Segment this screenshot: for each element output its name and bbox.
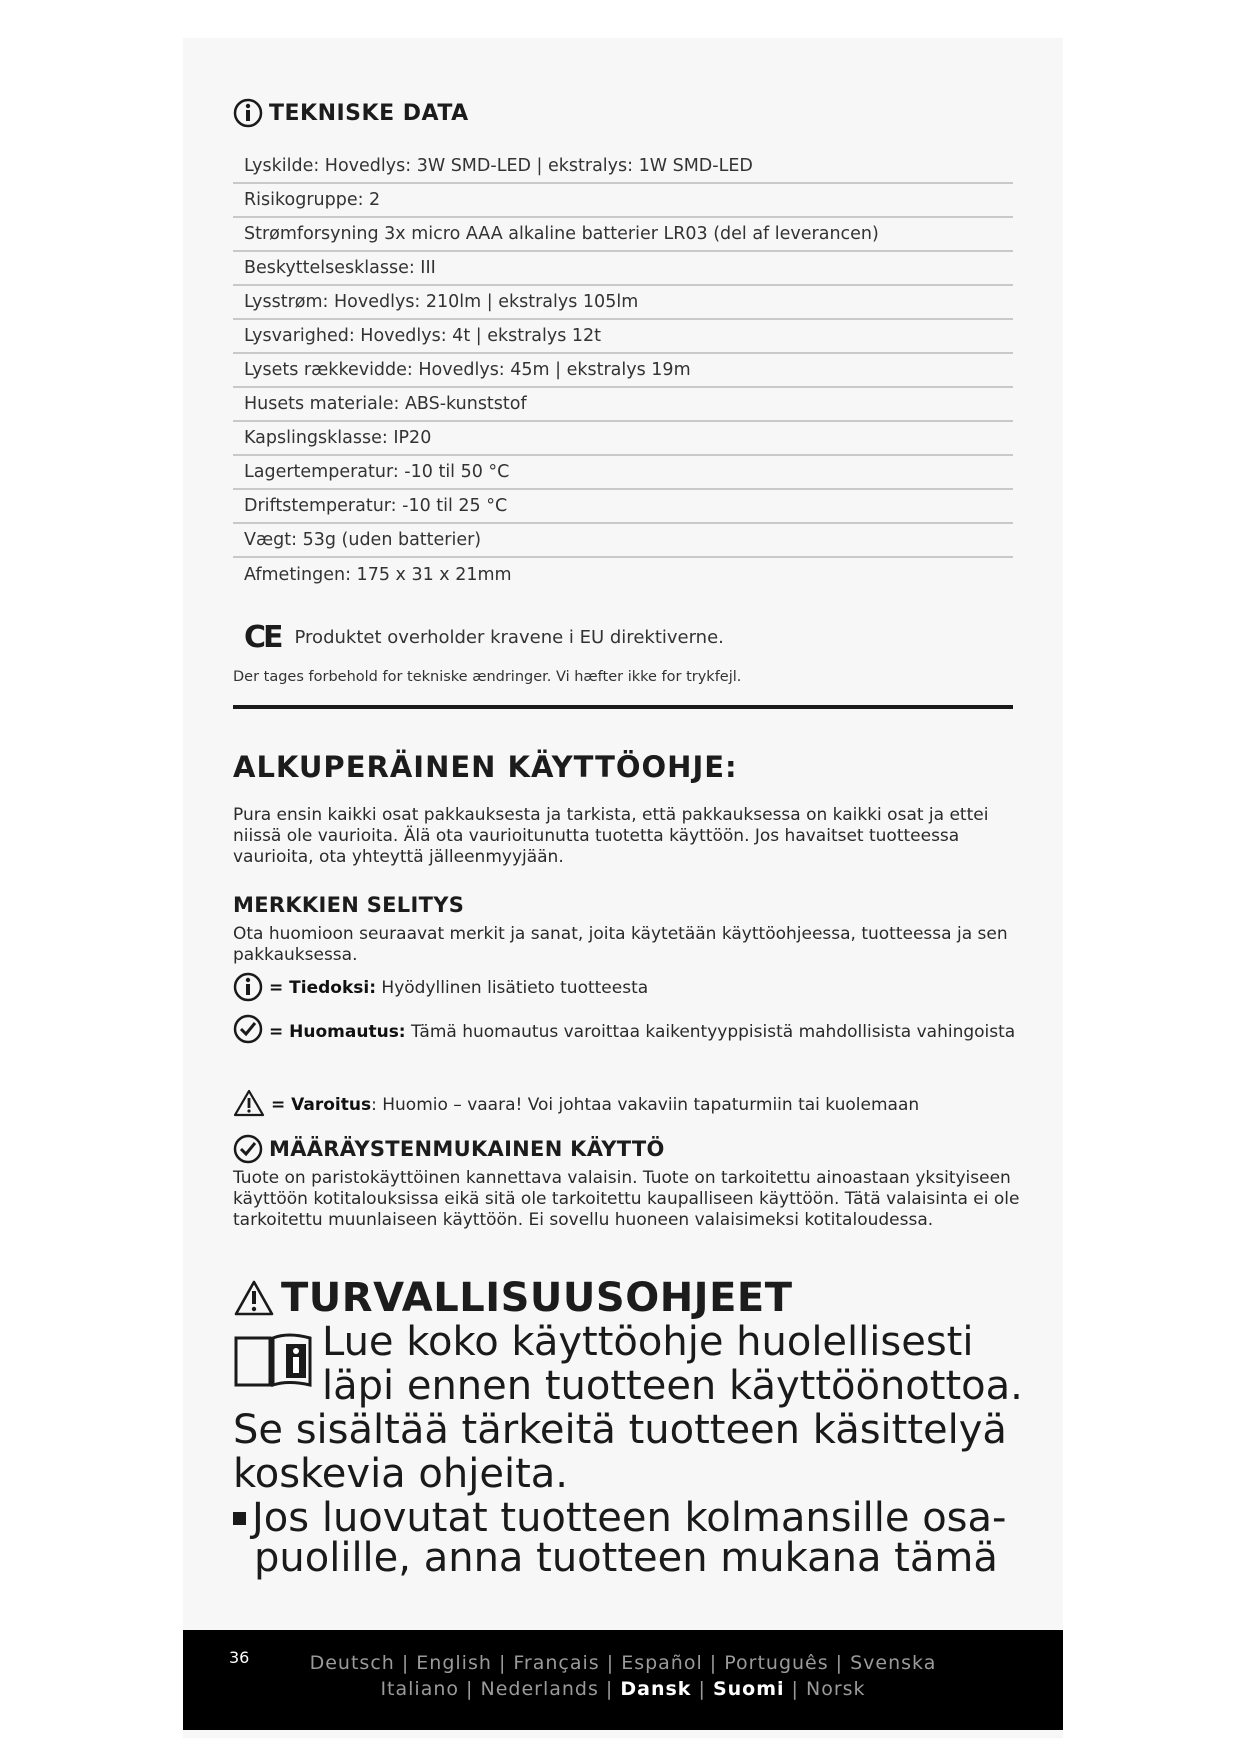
- usage-heading-text: MÄÄRÄYSTENMUKAINEN KÄYTTÖ: [269, 1137, 665, 1161]
- check-circle-icon: [233, 1134, 263, 1164]
- safety-line-2: läpi ennen tuotteen käyttöönottoa.: [322, 1363, 1023, 1409]
- spec-row: Husets materiale: ABS-kunststof: [233, 388, 1013, 422]
- intro-paragraph: Pura ensin kaikki osat pakkauksesta ja tarkista, että pakkauksessa on kaikki osat ja ettei niissä ole vaurioita. Älä ota vaurioitunutta tuotetta käyttöön. Jos havaitset tuotteessa vaurioita, ota yhteyttä jälleenmyyjään.: [233, 805, 989, 867]
- language-separator: |: [491, 1652, 514, 1674]
- usage-heading: [233, 1134, 665, 1164]
- language-link[interactable]: English: [416, 1652, 492, 1674]
- language-separator: |: [691, 1678, 713, 1700]
- legend-info: [233, 978, 1023, 1002]
- spec-row: Lysets rækkevidde: Hovedlys: 45m | ekstralys 19m: [233, 354, 1013, 388]
- page-number: 36: [229, 1648, 250, 1667]
- footer: [183, 1630, 1063, 1730]
- language-separator: |: [394, 1652, 417, 1674]
- legend-note: [233, 1022, 1023, 1044]
- read-manual-icon: [233, 1330, 313, 1394]
- language-link[interactable]: Svenska: [850, 1652, 937, 1674]
- spec-row: Lysvarighed: Hovedlys: 4t | ekstralys 12t: [233, 320, 1013, 354]
- warning-triangle-icon: [233, 1089, 265, 1117]
- safety-heading: [233, 1275, 793, 1321]
- bullet-line-1: Jos luovutat tuotteen kolmansille osa-: [252, 1495, 1007, 1541]
- language-link[interactable]: Deutsch: [309, 1652, 395, 1674]
- spec-row: Risikogruppe: 2: [233, 184, 1013, 218]
- check-circle-icon: [233, 1014, 263, 1044]
- language-separator: |: [599, 1652, 622, 1674]
- spec-row: Vægt: 53g (uden batterier): [233, 524, 1013, 558]
- usage-paragraph: Tuote on paristokäyttöinen kannettava valaisin. Tuote on tarkoitettu ainoastaan yksityiseen käyttöön kotitalouksissa eikä sitä ole tarkoitettu kaupalliseen käyttöön. Tätä valaisinta ei ole tarkoitettu muunlaiseen käyttöön. Ei sovellu huoneen valaisimeksi kotitaloudessa.: [233, 1168, 1020, 1230]
- finnish-title: ALKUPERÄINEN KÄYTTÖOHJE:: [233, 750, 738, 784]
- language-link[interactable]: Suomi: [712, 1678, 785, 1700]
- spec-row: Strømforsyning 3x micro AAA alkaline batterier LR03 (del af leverancen): [233, 218, 1013, 252]
- ce-mark: CE: [244, 620, 281, 655]
- technical-heading: [233, 98, 469, 128]
- language-link[interactable]: Norsk: [806, 1678, 866, 1700]
- technical-heading-text: TEKNISKE DATA: [269, 100, 469, 126]
- symbols-heading: MERKKIEN SELITYS: [233, 893, 465, 917]
- safety-heading-text: TURVALLISUUSOHJEET: [281, 1275, 793, 1321]
- bullet-line-2: puolille, anna tuotteen mukana tämä: [254, 1535, 998, 1581]
- section-divider: [233, 705, 1013, 709]
- spec-row: Afmetingen: 175 x 31 x 21mm: [244, 565, 512, 585]
- language-link[interactable]: Dansk: [620, 1678, 692, 1700]
- spec-row: Lagertemperatur: -10 til 50 °C: [233, 456, 1013, 490]
- safety-line-1: Lue koko käyttöohje huolellisesti: [322, 1319, 974, 1365]
- spec-row: Driftstemperatur: -10 til 25 °C: [233, 490, 1013, 524]
- legend-warning-term: = Varoitus: [271, 1095, 372, 1115]
- info-icon: [233, 972, 263, 1002]
- language-separator: |: [784, 1678, 806, 1700]
- ce-row: [244, 620, 724, 655]
- language-nav-row-1: [183, 1652, 1063, 1674]
- spec-row: Beskyttelsesklasse: III: [233, 252, 1013, 286]
- language-separator: |: [598, 1678, 621, 1700]
- legend-info-text: Hyödyllinen lisätieto tuotteesta: [376, 978, 649, 998]
- safety-line-4: koskevia ohjeita.: [233, 1451, 568, 1497]
- legend-warning-text: : Huomio – vaara! Voi johtaa vakaviin tapaturmiin tai kuolemaan: [371, 1095, 920, 1115]
- legend-warning: [233, 1095, 1023, 1117]
- legend-info-term: = Tiedoksi:: [269, 978, 377, 998]
- language-link[interactable]: Nederlands: [480, 1678, 599, 1700]
- spec-row: Lysstrøm: Hovedlys: 210lm | ekstralys 105lm: [233, 286, 1013, 320]
- language-nav-row-2: [183, 1678, 1063, 1700]
- warning-triangle-icon: [233, 1279, 275, 1317]
- language-separator: |: [702, 1652, 725, 1674]
- language-link[interactable]: Italiano: [380, 1678, 460, 1700]
- safety-line-3: Se sisältää tärkeitä tuotteen käsittelyä: [233, 1407, 1007, 1453]
- spec-row: Lyskilde: Hovedlys: 3W SMD-LED | ekstralys: 1W SMD-LED: [233, 150, 1013, 184]
- symbols-intro: Ota huomioon seuraavat merkit ja sanat, joita käytetään käyttöohjeessa, tuotteessa ja sen pakkauksessa.: [233, 924, 1008, 965]
- legend-note-term: = Huomautus:: [269, 1022, 406, 1042]
- language-link[interactable]: Français: [513, 1652, 600, 1674]
- bullet-square-icon: [233, 1512, 246, 1525]
- legend-note-text: Tämä huomautus varoittaa kaikentyyppisistä mahdollisista vahingoista: [405, 1022, 1016, 1042]
- spec-row: Kapslingsklasse: IP20: [233, 422, 1013, 456]
- bullet-item: [233, 1496, 1006, 1540]
- info-icon: [233, 98, 263, 128]
- ce-text: Produktet overholder kravene i EU direktiverne.: [294, 627, 724, 648]
- language-link[interactable]: Español: [621, 1652, 703, 1674]
- language-separator: |: [459, 1678, 481, 1700]
- language-link[interactable]: Português: [724, 1652, 829, 1674]
- disclaimer: Der tages forbehold for tekniske ændringer. Vi hæfter ikke for trykfejl.: [233, 669, 742, 685]
- spec-table: [233, 150, 1013, 592]
- language-separator: |: [828, 1652, 851, 1674]
